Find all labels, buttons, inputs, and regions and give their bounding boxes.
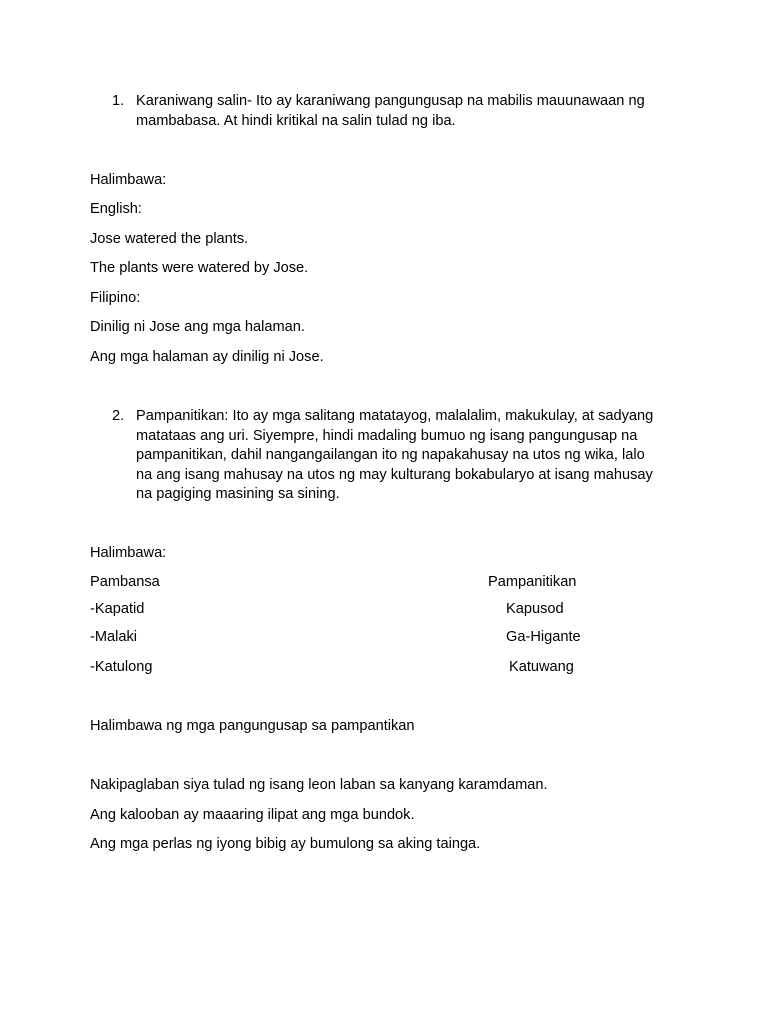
list-1-line-1: Karaniwang salin- Ito ay karaniwang pangungusap na mabilis mauunawaan ng: [136, 93, 645, 109]
list-2-line-4: na ang isang mahusay na utos ng may kulturang bokabularyo at isang mahusay: [136, 466, 653, 483]
word-pambansa-1: -Kapatid: [90, 601, 145, 617]
english-label: English:: [90, 201, 142, 217]
example-heading-2: Halimbawa:: [90, 545, 167, 561]
sentences-heading: Halimbawa ng mga pangungusap sa pampantikan: [90, 718, 415, 734]
col-header-pambansa: Pambansa: [90, 574, 160, 590]
col-header-pampanitikan: Pampanitikan: [488, 574, 577, 590]
list-2-line-2: matataas ang uri. Siyempre, hindi madaling bumuo ng isang pangungusap na: [136, 427, 638, 444]
list-2-line-1: Pampanitikan: Ito ay mga salitang matatayog, malalalim, makukulay, at sadyang: [136, 408, 654, 424]
sentence-1: Nakipaglaban siya tulad ng isang leon laban sa kanyang karamdaman.: [90, 777, 548, 793]
english-sentence-1: Jose watered the plants.: [90, 231, 249, 247]
word-pampanitikan-1: Kapusod: [506, 601, 564, 617]
sentence-2: Ang kalooban ay maaaring ilipat ang mga bundok.: [90, 807, 415, 823]
list-2-line-5: na pagiging masining sa sining.: [136, 486, 340, 502]
list-text-2: [136, 407, 681, 505]
list-text-1: [136, 92, 681, 131]
filipino-label: Filipino:: [90, 290, 141, 306]
list-2-line-3: pampanitikan, dahil nangangailangan ito ng napakahusay na utos ng wika, lalo: [136, 447, 645, 463]
example-heading-1: Halimbawa:: [90, 172, 167, 188]
list-number-2: 2.: [112, 408, 125, 424]
sentence-3: Ang mga perlas ng iyong bibig ay bumulong sa aking tainga.: [90, 836, 481, 852]
word-pampanitikan-2: Ga-Higante: [506, 629, 581, 645]
filipino-sentence-1: Dinilig ni Jose ang mga halaman.: [90, 319, 305, 335]
word-pambansa-3: -Katulong: [90, 659, 153, 675]
word-pambansa-2: -Malaki: [90, 629, 138, 645]
word-pampanitikan-3: Katuwang: [509, 659, 574, 675]
english-sentence-2: The plants were watered by Jose.: [90, 260, 309, 276]
filipino-sentence-2: Ang mga halaman ay dinilig ni Jose.: [90, 349, 324, 365]
list-number-1: 1.: [112, 93, 125, 109]
list-1-line-2: mambabasa. At hindi kritikal na salin tulad ng iba.: [136, 112, 456, 129]
